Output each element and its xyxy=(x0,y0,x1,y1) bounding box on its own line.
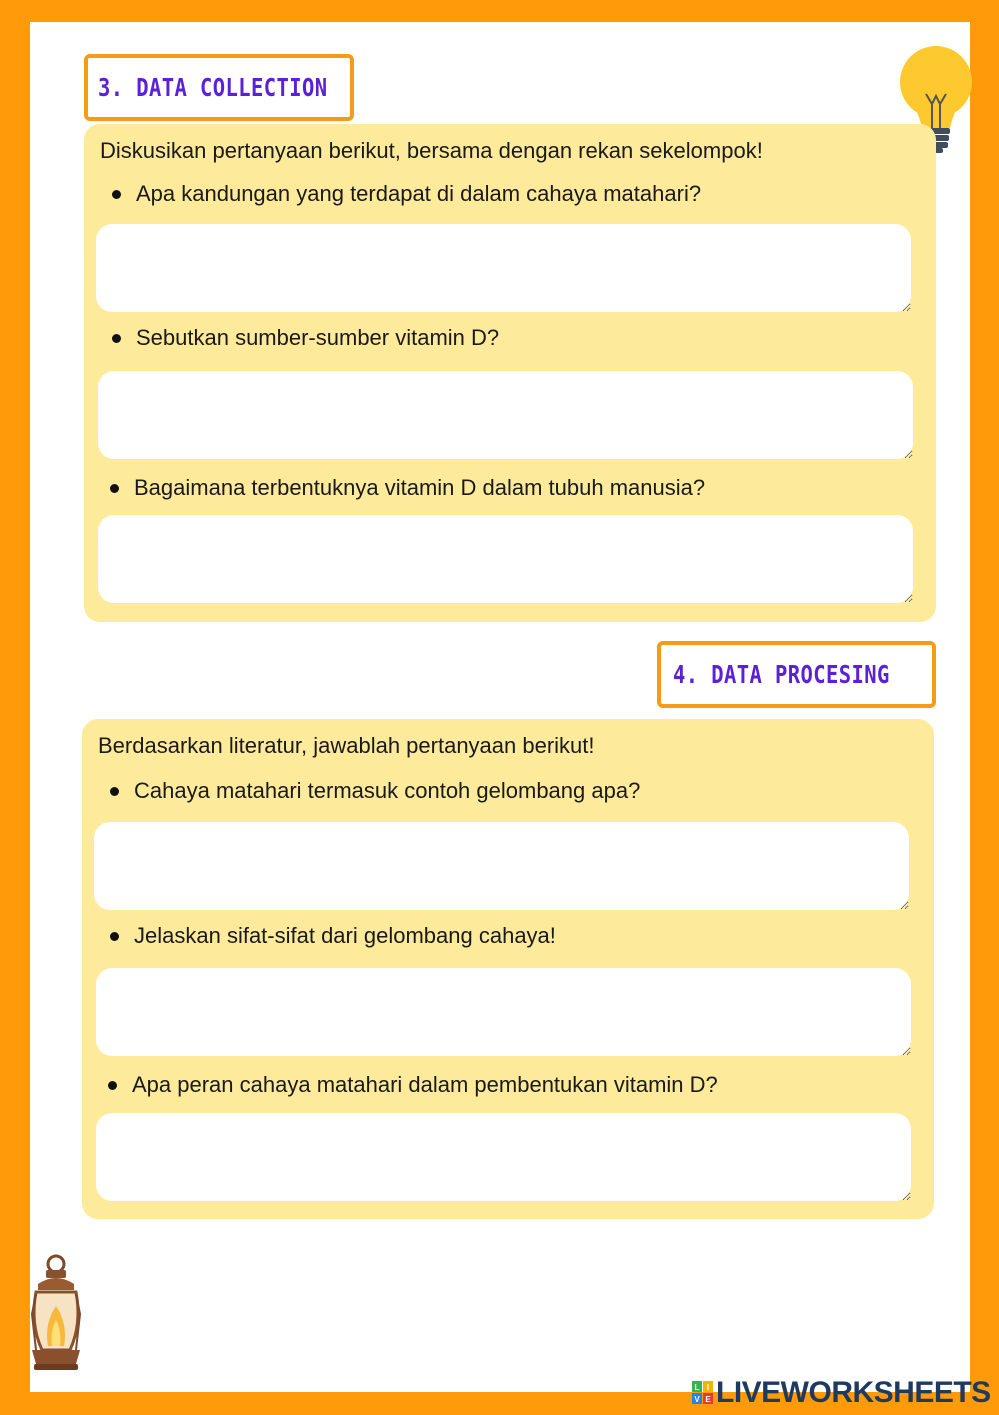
section4-panel xyxy=(82,719,934,1219)
bullet-icon xyxy=(112,334,121,343)
question-text: Apa kandungan yang terdapat di dalam cahaya matahari? xyxy=(136,181,702,206)
question-text: Bagaimana terbentuknya vitamin D dalam tubuh manusia? xyxy=(134,475,706,500)
bullet-icon xyxy=(110,932,119,941)
section3-intro: Diskusikan pertanyaan berikut, bersama dengan rekan sekelompok! xyxy=(100,138,763,163)
section4-question-2 xyxy=(110,923,556,949)
section3-question-3 xyxy=(110,475,705,501)
question-text: Apa peran cahaya matahari dalam pembentukan vitamin D? xyxy=(132,1072,718,1097)
section3-panel xyxy=(84,124,936,622)
section3-answer-3[interactable] xyxy=(98,515,913,603)
section3-question-1 xyxy=(112,181,701,207)
bullet-icon xyxy=(110,484,119,493)
section3-answer-2[interactable] xyxy=(98,371,913,459)
section3-question-2 xyxy=(112,325,499,351)
section4-intro: Berdasarkan literatur, jawablah pertanyaan berikut! xyxy=(98,733,595,758)
section4-answer-2[interactable] xyxy=(96,968,911,1056)
bullet-icon xyxy=(108,1081,117,1090)
section4-answer-1[interactable] xyxy=(94,822,909,910)
lantern-icon xyxy=(24,1254,88,1374)
svg-text:L: L xyxy=(694,1383,700,1392)
section4-title-text: 4. DATA PROCESING xyxy=(673,660,890,689)
svg-text:E: E xyxy=(705,1395,711,1404)
liveworksheets-brand xyxy=(692,1376,991,1410)
section3-answer-1[interactable] xyxy=(96,224,911,312)
question-text: Cahaya matahari termasuk contoh gelombang apa? xyxy=(134,778,641,803)
section4-title xyxy=(657,641,936,708)
section4-question-1 xyxy=(110,778,640,804)
svg-text:I: I xyxy=(706,1383,710,1392)
question-text: Sebutkan sumber-sumber vitamin D? xyxy=(136,325,500,350)
section4-question-3 xyxy=(108,1072,718,1098)
svg-text:V: V xyxy=(694,1395,700,1404)
question-text: Jelaskan sifat-sifat dari gelombang cahaya! xyxy=(134,923,556,948)
liveworksheets-logo-icon xyxy=(692,1381,714,1405)
section4-answer-3[interactable] xyxy=(96,1113,911,1201)
bullet-icon xyxy=(112,190,121,199)
brand-text: LIVEWORKSHEETS xyxy=(716,1376,991,1409)
bullet-icon xyxy=(110,787,119,796)
section3-title-text: 3. DATA COLLECTION xyxy=(98,73,328,102)
section3-title xyxy=(84,54,354,121)
